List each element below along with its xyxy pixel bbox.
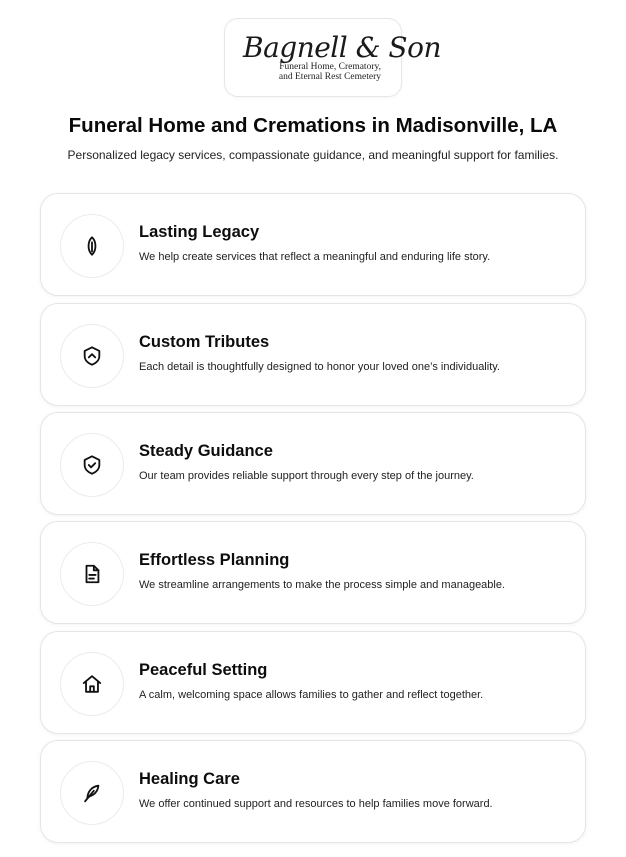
feature-title: Peaceful Setting	[139, 661, 268, 679]
feature-title: Effortless Planning	[139, 551, 290, 569]
feature-icon-circle	[60, 433, 124, 497]
feature-icon-circle	[60, 761, 124, 825]
feature-title: Lasting Legacy	[139, 223, 260, 241]
feature-icon-circle	[60, 542, 124, 606]
feature-card-steady-guidance	[40, 412, 586, 515]
feature-card-custom-tributes	[40, 303, 586, 406]
feature-title: Healing Care	[139, 770, 240, 788]
feature-icon-circle	[60, 324, 124, 388]
logo-tagline-line-2: and Eternal Rest Cemetery	[278, 72, 381, 82]
feature-card-peaceful-setting	[40, 631, 586, 734]
feature-card-lasting-legacy	[40, 193, 586, 296]
shield-check-icon	[81, 454, 103, 476]
logo[interactable]	[224, 18, 442, 97]
feather-icon	[81, 782, 103, 804]
home-icon	[81, 673, 103, 695]
feature-description: We streamline arrangements to make the process simple and manageable.	[139, 579, 506, 591]
shield-chevron-icon	[81, 345, 103, 367]
feature-description: Our team provides reliable support through every step of the journey.	[139, 470, 474, 482]
feature-title: Steady Guidance	[139, 442, 273, 460]
document-icon	[81, 563, 103, 585]
page-title: Funeral Home and Cremations in Madisonville, LA	[68, 114, 558, 137]
leaf-icon	[81, 235, 103, 257]
feature-card-healing-care	[40, 740, 586, 843]
logo-script-text: Bagnell & Son	[243, 31, 442, 64]
feature-description: We help create services that reflect a meaningful and enduring life story.	[139, 251, 491, 263]
feature-card-effortless-planning	[40, 521, 586, 624]
logo-tagline-line-1: Funeral Home, Crematory,	[279, 62, 381, 72]
feature-description: A calm, welcoming space allows families to gather and reflect together.	[139, 689, 484, 701]
page-subtitle: Personalized legacy services, compassionate guidance, and meaningful support for families.	[67, 148, 559, 162]
feature-description: Each detail is thoughtfully designed to honor your loved one’s individuality.	[139, 361, 500, 373]
feature-title: Custom Tributes	[139, 333, 270, 351]
feature-icon-circle	[60, 214, 124, 278]
feature-icon-circle	[60, 652, 124, 716]
feature-description: We offer continued support and resources to help families move forward.	[139, 798, 493, 810]
